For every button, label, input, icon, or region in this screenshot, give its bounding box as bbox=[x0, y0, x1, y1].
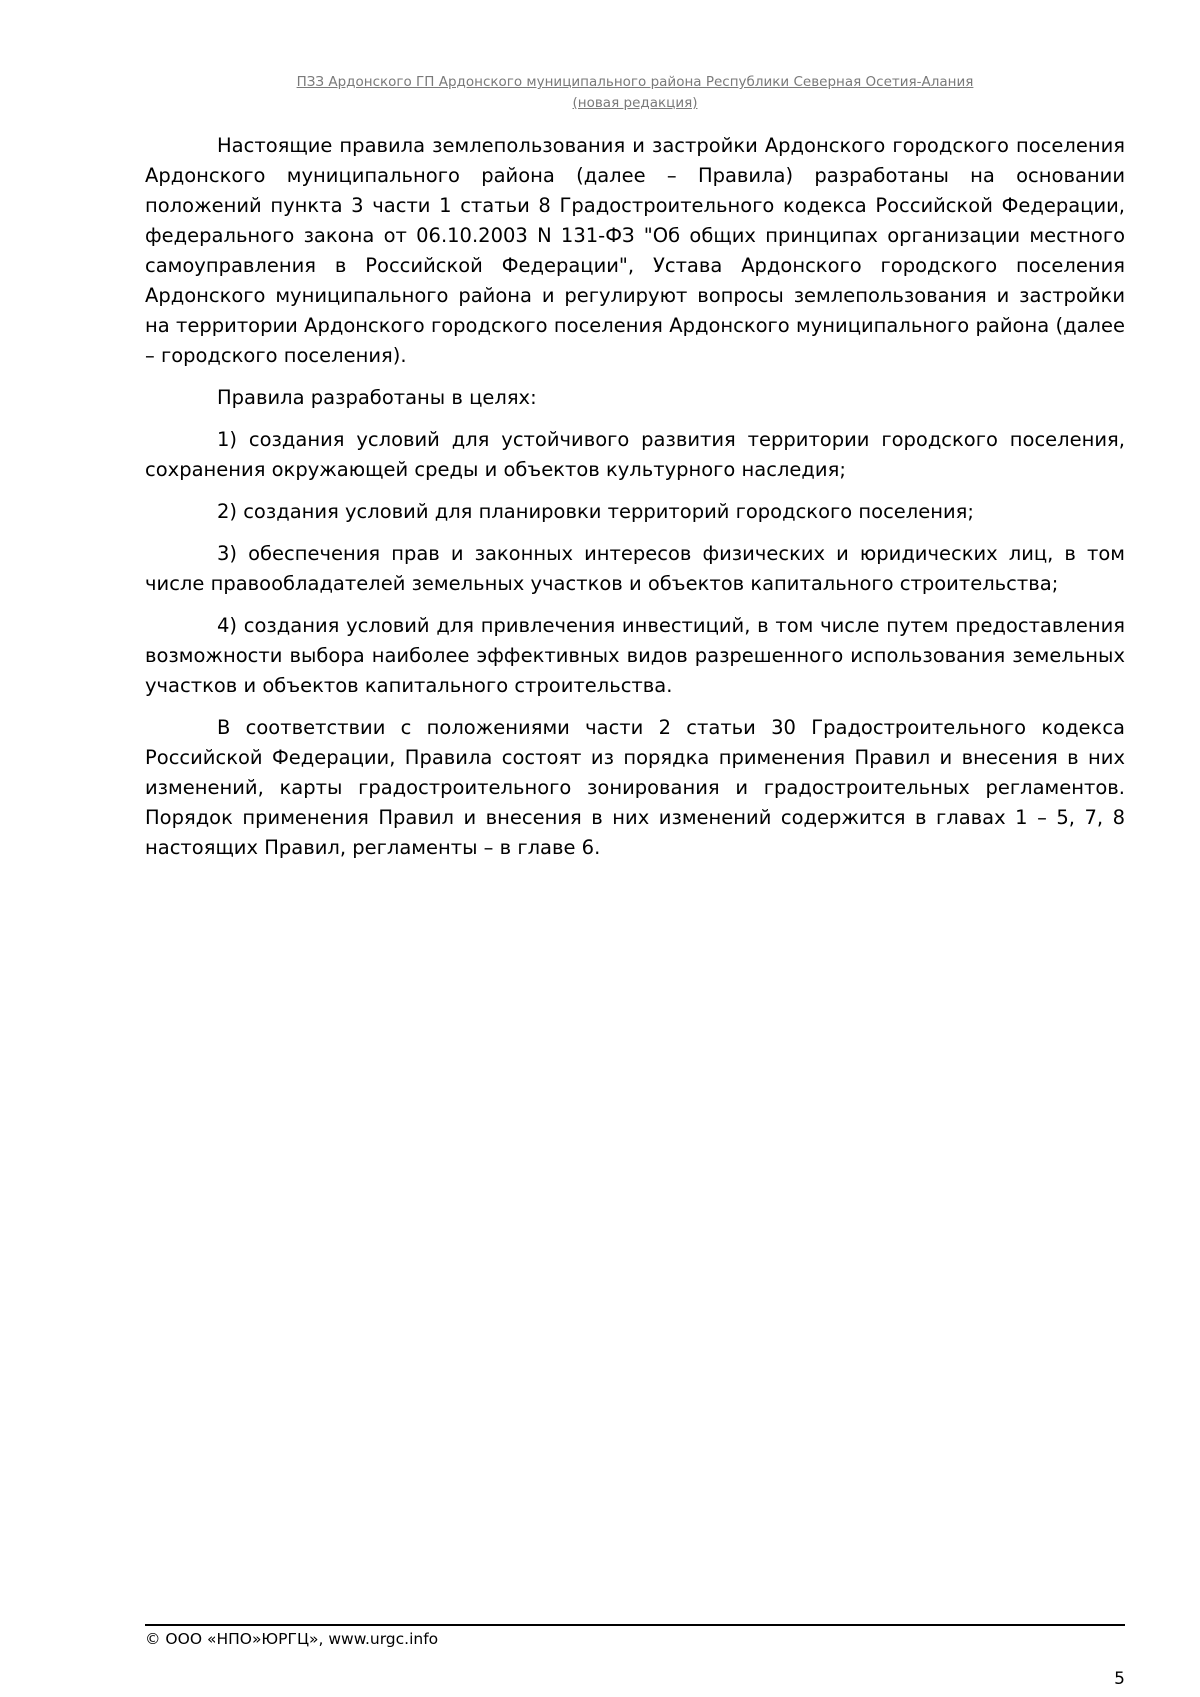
paragraph-intro: Настоящие правила землепользования и застройки Ардонского городского поселения Ардонского муниципального района (далее – Правила) разработаны на основании положений пункта 3 части 1 статьи 8 Градостроительного кодекса Российской Федерации, федерального закона от 06.10.2003 N 131-ФЗ "Об общих принципах организации местного самоуправления в Российской Федерации", Устава Ардонского городского поселения Ардонского муниципального района и регулируют вопросы землепользования и застройки на территории Ардонского городского поселения Ардонского муниципального района (далее – городского поселения). bbox=[145, 134, 1125, 367]
paragraph-goal-1: 1) создания условий для устойчивого развития территории городского поселения, сохранения окружающей среды и объектов культурного наследия; bbox=[145, 428, 1125, 481]
paragraph-goal-2: 2) создания условий для планировки территорий городского поселения; bbox=[217, 500, 974, 523]
footer-copyright: © ООО «НПО»ЮРГЦ», www.urgc.info bbox=[145, 1630, 439, 1648]
paragraph-goal-3: 3) обеспечения прав и законных интересов физических и юридических лиц, в том числе правообладателей земельных участков и объектов капитального строительства; bbox=[145, 542, 1125, 595]
paragraph-structure: В соответствии с положениями части 2 статьи 30 Градостроительного кодекса Российской Федерации, Правила состоят из порядка применения Правил и внесения в них изменений, карты градостроительного зонирования и градостроительных регламентов. Порядок применения Правил и внесения в них изменений содержится в главах 1 – 5, 7, 8 настоящих Правил, регламенты – в главе 6. bbox=[145, 716, 1125, 859]
document-body bbox=[145, 131, 1125, 875]
paragraph-goals-heading: Правила разработаны в целях: bbox=[217, 386, 537, 409]
paragraph-goal-4: 4) создания условий для привлечения инвестиций, в том числе путем предоставления возможности выбора наиболее эффективных видов разрешенного использования земельных участков и объектов капитального строительства. bbox=[145, 614, 1125, 697]
footer-divider bbox=[145, 1624, 1125, 1626]
header-title-line: ПЗЗ Ардонского ГП Ардонского муниципального района Республики Северная Осетия-Алания bbox=[296, 74, 974, 90]
header-subtitle-line: (новая редакция) bbox=[572, 95, 698, 111]
page-number: 5 bbox=[1114, 1669, 1125, 1689]
running-header bbox=[145, 72, 1125, 114]
